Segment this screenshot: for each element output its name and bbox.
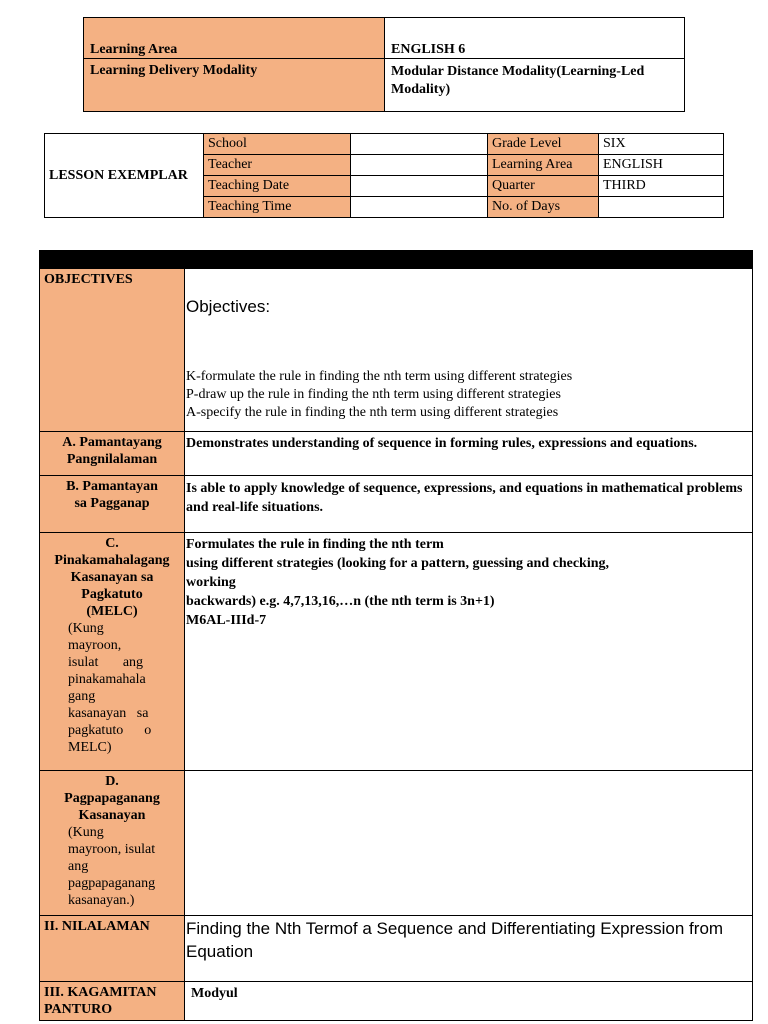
quarter-label: Quarter bbox=[488, 176, 599, 197]
section-c-note-line4: pinakamahala bbox=[68, 672, 146, 687]
kagamitan-label bbox=[40, 982, 185, 1021]
learning-area-value: ENGLISH 6 bbox=[385, 18, 685, 59]
section-c-note-line8: MELC) bbox=[68, 740, 112, 755]
section-c-label-line1: C. bbox=[105, 536, 119, 551]
section-c-label-line4: Pagkatuto bbox=[81, 587, 143, 602]
section-c-note-line7: pagkatuto o bbox=[68, 723, 152, 738]
kagamitan-label-line1: III. KAGAMITAN bbox=[44, 985, 157, 1000]
section-c-text-line3: working bbox=[186, 575, 236, 590]
section-c-text-line1-b: nth term bbox=[391, 537, 444, 552]
section-c-note-line3: isulat ang bbox=[68, 655, 144, 670]
lesson-exemplar-title: LESSON EXEMPLAR bbox=[45, 134, 204, 218]
nilalaman-label: II. NILALAMAN bbox=[40, 916, 185, 982]
delivery-modality-label: Learning Delivery Modality bbox=[84, 59, 385, 112]
teaching-time-label: Teaching Time bbox=[204, 197, 351, 218]
lesson-learning-area-label: Learning Area bbox=[488, 155, 599, 176]
section-c-note-line1: (Kung bbox=[68, 621, 104, 636]
section-c-cell bbox=[185, 533, 753, 771]
section-a-label-line2: Pangnilalaman bbox=[66, 452, 158, 467]
school-label: School bbox=[204, 134, 351, 155]
section-d-label-line1: D. bbox=[105, 774, 119, 789]
learning-area-table bbox=[83, 17, 685, 112]
nilalaman-text: Finding the Nth Termof a Sequence and Differentiating Expression from Equation bbox=[185, 916, 753, 982]
objective-k: K-formulate the rule in finding the nth term using different strategies bbox=[186, 369, 573, 384]
section-c-note-line6: kasanayan sa bbox=[68, 706, 149, 721]
days-value[interactable] bbox=[599, 197, 724, 218]
section-c-label-line2: Pinakamahalagang bbox=[54, 553, 170, 568]
teacher-label: Teacher bbox=[204, 155, 351, 176]
section-d-note-line4: pagpapaganang bbox=[68, 876, 156, 891]
section-b-text: Is able to apply knowledge of sequence, expressions, and equations in mathematical problems and real-life situations. bbox=[185, 476, 753, 533]
kagamitan-text: Modyul bbox=[185, 982, 753, 1021]
objective-a: A-specify the rule in finding the nth term using different strategies bbox=[186, 405, 559, 420]
lesson-plan-table bbox=[39, 250, 753, 1021]
quarter-value: THIRD bbox=[599, 176, 724, 197]
section-c-text-line1-a: Formulates the rule in finding the bbox=[186, 537, 392, 552]
section-c-text-line1 bbox=[186, 535, 752, 554]
section-c-text-line2: using different strategies (looking for a pattern, guessing and checking, bbox=[186, 556, 609, 571]
section-c-note-line2: mayroon, bbox=[68, 638, 122, 653]
section-b-label bbox=[40, 476, 185, 533]
section-d-note-line5: kasanayan.) bbox=[68, 893, 135, 908]
teaching-time-value[interactable] bbox=[351, 197, 488, 218]
delivery-modality-value: Modular Distance Modality(Learning-Led Modality) bbox=[385, 59, 685, 112]
objective-p: P-draw up the rule in finding the nth term using different strategies bbox=[186, 387, 561, 402]
section-d-cell[interactable] bbox=[185, 771, 753, 916]
grade-level-label: Grade Level bbox=[488, 134, 599, 155]
days-label: No. of Days bbox=[488, 197, 599, 218]
lesson-learning-area-value: ENGLISH bbox=[599, 155, 724, 176]
teaching-date-value[interactable] bbox=[351, 176, 488, 197]
section-c-note-line5: gang bbox=[68, 689, 96, 704]
section-a-label-line1: A. Pamantayang bbox=[62, 435, 162, 450]
objectives-heading: Objectives: bbox=[186, 297, 271, 316]
teaching-date-label: Teaching Date bbox=[204, 176, 351, 197]
section-c-text-line4: backwards) e.g. 4,7,13,16,…n (the nth term is 3n+1) bbox=[186, 594, 495, 609]
section-c-label-line5: (MELC) bbox=[86, 604, 138, 619]
section-d-note-line3: ang bbox=[68, 859, 89, 874]
grade-level-value: SIX bbox=[599, 134, 724, 155]
kagamitan-label-line2: PANTURO bbox=[44, 1002, 113, 1017]
section-b-label-line1: B. Pamantayan bbox=[66, 479, 158, 494]
school-value[interactable] bbox=[351, 134, 488, 155]
section-b-label-line2: sa Pagganap bbox=[74, 496, 150, 511]
section-d-note-line2: mayroon, isulat bbox=[68, 842, 156, 857]
section-c-label-line3: Kasanayan sa bbox=[70, 570, 154, 585]
section-d-label bbox=[40, 771, 185, 916]
section-d-label-line2: Pagpapaganang bbox=[64, 791, 160, 806]
lesson-info-table bbox=[44, 133, 724, 218]
objectives-cell bbox=[185, 269, 753, 432]
section-d-note-line1: (Kung bbox=[68, 825, 104, 840]
header-bar bbox=[40, 251, 753, 269]
section-c-text-line5: M6AL-IIId-7 bbox=[186, 613, 267, 628]
learning-area-label: Learning Area bbox=[84, 18, 385, 59]
objectives-label: OBJECTIVES bbox=[40, 269, 185, 432]
section-a-label bbox=[40, 432, 185, 476]
section-d-label-line3: Kasanayan bbox=[78, 808, 146, 823]
section-a-text: Demonstrates understanding of sequence in forming rules, expressions and equations. bbox=[185, 432, 753, 476]
section-c-label bbox=[40, 533, 185, 771]
teacher-value[interactable] bbox=[351, 155, 488, 176]
